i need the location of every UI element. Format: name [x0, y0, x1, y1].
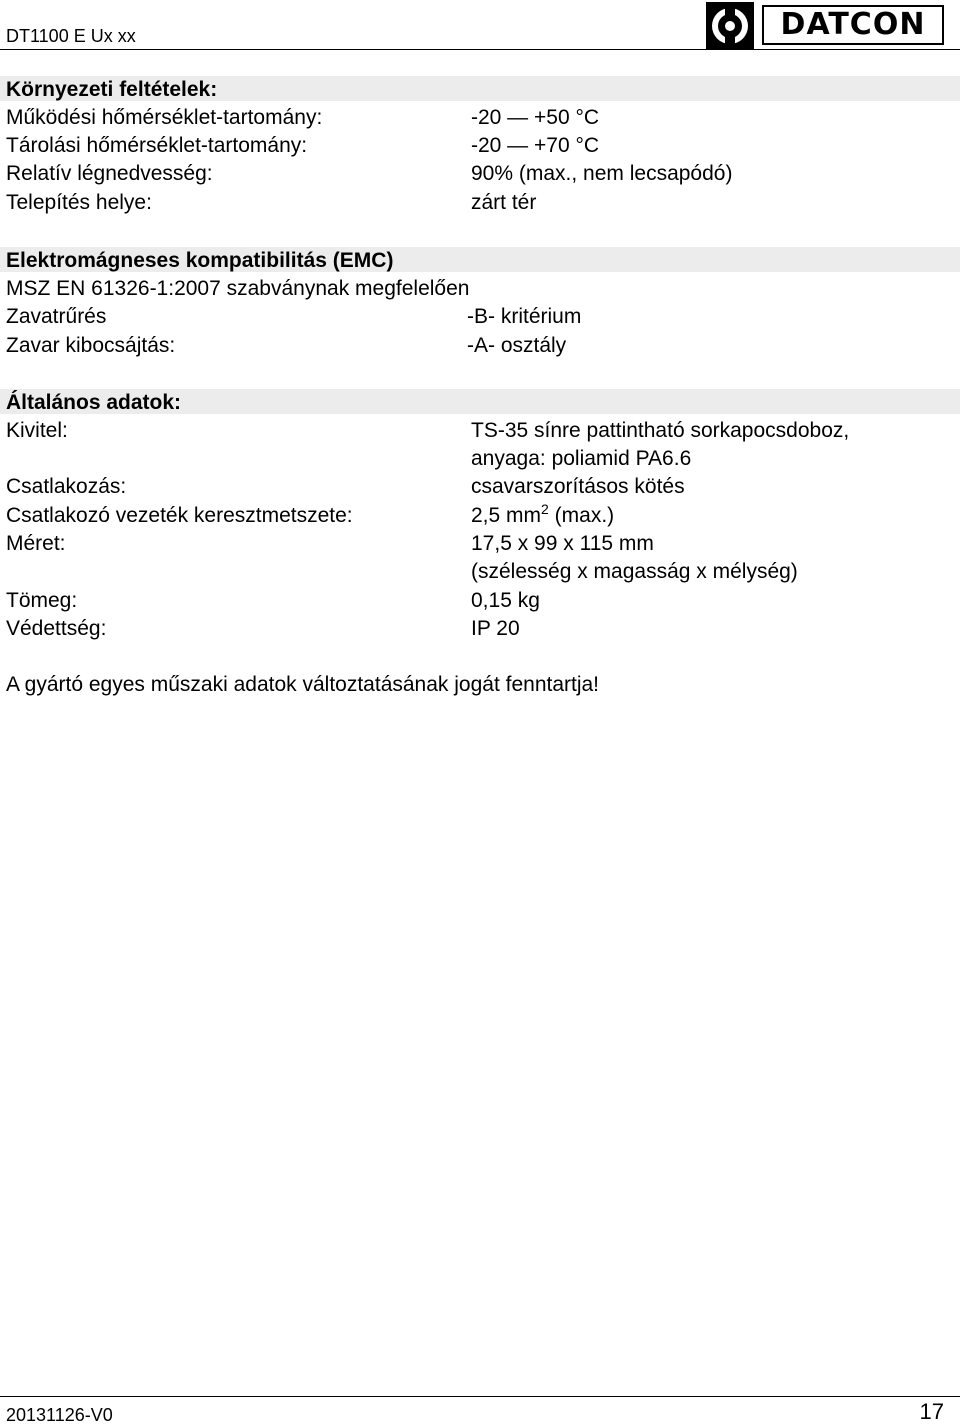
- wire-value-main: 2,5 mm: [471, 504, 542, 527]
- spec-value: zárt tér: [471, 191, 537, 214]
- page-number: 17: [919, 1399, 944, 1424]
- spec-label: Működési hőmérséklet-tartomány:: [6, 106, 323, 129]
- spec-value: TS-35 sínre pattintható sorkapocsdoboz,: [471, 419, 850, 442]
- spec-label: Relatív légnedvesség:: [6, 162, 213, 185]
- spec-value: -A- osztály: [467, 334, 567, 357]
- spec-value: (szélesség x magasság x mélység): [471, 560, 798, 583]
- spec-value: 90% (max., nem lecsapódó): [471, 162, 733, 185]
- page-header: [0, 0, 960, 52]
- spec-label: Telepítés helye:: [6, 191, 152, 214]
- emc-standard: MSZ EN 61326-1:2007 szabványnak megfelelően: [6, 277, 470, 300]
- datcon-logo-mark-icon: [706, 2, 754, 50]
- spec-value: [471, 502, 614, 530]
- spec-value: 17,5 x 99 x 115 mm: [471, 532, 654, 555]
- spec-value: csavarszorításos kötés: [471, 475, 685, 498]
- document-code: DT1100 E Ux xx: [6, 26, 136, 46]
- datcon-logo: [706, 2, 946, 50]
- revision-code: 20131126-V0: [6, 1405, 113, 1425]
- section-title: Elektromágneses kompatibilitás (EMC): [0, 247, 960, 272]
- spec-value: -20 — +70 °C: [471, 134, 600, 157]
- spec-label: Méret:: [6, 532, 66, 555]
- spec-label: Csatlakozás:: [6, 475, 127, 498]
- spec-label: Zavar kibocsájtás:: [6, 334, 176, 357]
- logo-wordmark: DATCON: [762, 5, 944, 45]
- wire-value-superscript: 2: [541, 501, 549, 517]
- spec-value: 0,15 kg: [471, 589, 540, 612]
- spec-label: Tárolási hőmérséklet-tartomány:: [6, 134, 308, 157]
- spec-value: -20 — +50 °C: [471, 106, 600, 129]
- spec-label: Zavatrűrés: [6, 305, 107, 328]
- spec-value: anyaga: poliamid PA6.6: [471, 447, 692, 470]
- disclaimer-text: A gyártó egyes műszaki adatok változtatásának jogát fenntartja!: [6, 673, 600, 696]
- spec-label: Védettség:: [6, 617, 107, 640]
- section-title: Általános adatok:: [0, 389, 960, 414]
- section-title: Környezeti feltételek:: [0, 76, 960, 101]
- wire-value-suffix: (max.): [548, 504, 615, 527]
- spec-label: Kivitel:: [6, 419, 68, 442]
- spec-value: IP 20: [471, 617, 520, 640]
- spec-label: Csatlakozó vezeték keresztmetszete:: [6, 504, 353, 527]
- footer-divider: [0, 1396, 960, 1397]
- spec-value: -B- kritérium: [467, 305, 582, 328]
- header-divider: [0, 49, 960, 50]
- spec-label: Tömeg:: [6, 589, 78, 612]
